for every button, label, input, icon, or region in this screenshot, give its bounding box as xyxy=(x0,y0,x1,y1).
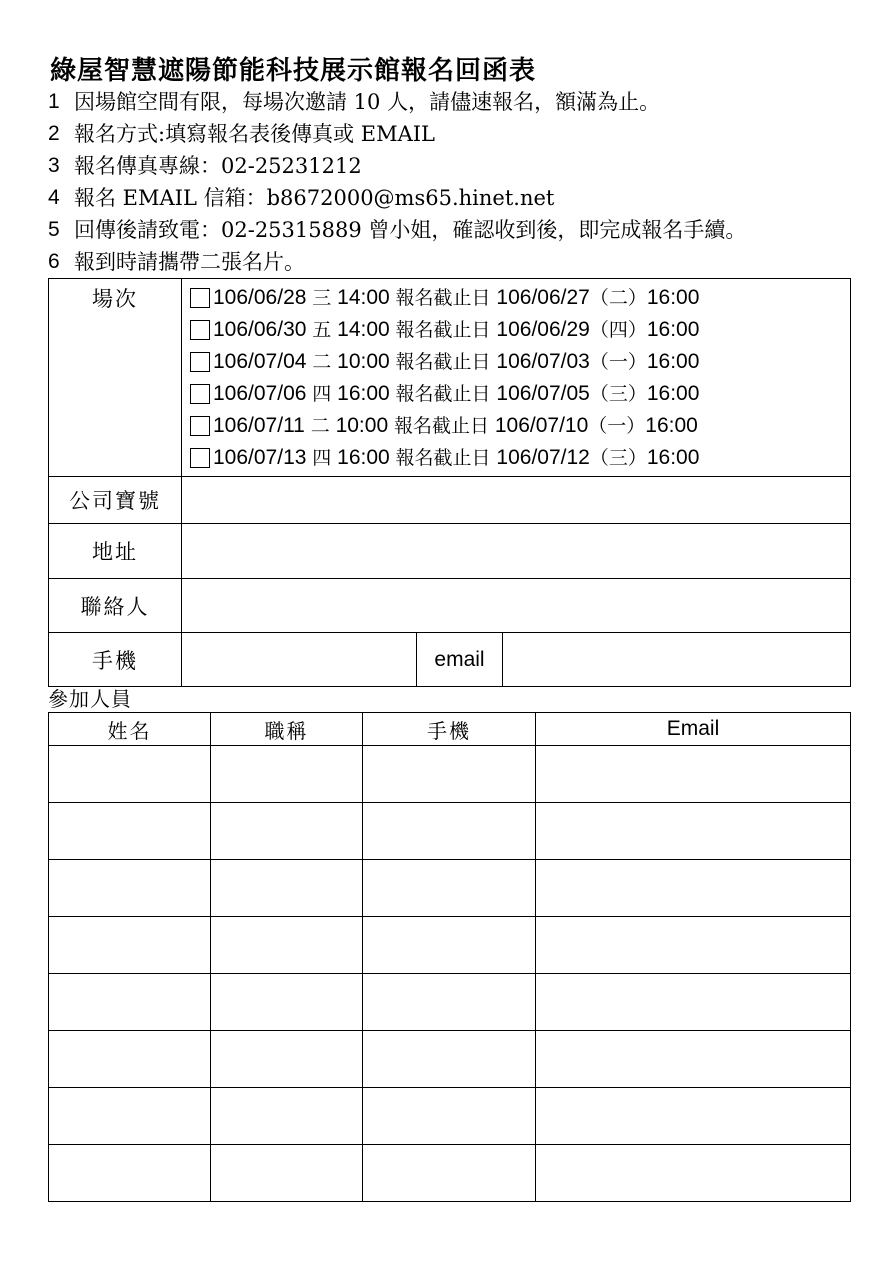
deadline-weekday: （三） xyxy=(589,383,647,405)
note-item xyxy=(48,150,868,182)
note-text: 因場館空間有限，每場次邀請 10 人，請儘速報名，額滿為止。 xyxy=(74,90,661,114)
mobile-cell[interactable] xyxy=(363,1145,536,1202)
deadline-date: 106/07/10 xyxy=(494,414,589,437)
deadline-date: 106/07/05 xyxy=(496,382,590,405)
job-title-cell[interactable] xyxy=(211,746,363,803)
job-title-cell[interactable] xyxy=(211,1145,363,1202)
session-weekday: 四 xyxy=(312,383,332,405)
mobile-label: 手機 xyxy=(49,633,182,687)
note-item xyxy=(48,86,868,118)
table-row xyxy=(49,1031,851,1088)
job-title-cell[interactable] xyxy=(211,974,363,1031)
table-row xyxy=(49,746,851,803)
note-number: 3 xyxy=(48,154,60,177)
session-weekday: 四 xyxy=(312,447,332,469)
table-row xyxy=(49,803,851,860)
mobile-cell[interactable] xyxy=(363,917,536,974)
deadline-label: 報名截止日 xyxy=(395,287,491,309)
header-email: Email xyxy=(536,713,851,746)
session-time: 16:00 xyxy=(337,382,390,405)
form-title: 綠屋智慧遮陽節能科技展示館報名回函表 xyxy=(50,56,537,86)
deadline-label: 報名截止日 xyxy=(395,351,491,373)
job-title-cell[interactable] xyxy=(211,803,363,860)
email-cell[interactable] xyxy=(536,1145,851,1202)
note-text: 報名 EMAIL 信箱：b8672000@ms65.hinet.net xyxy=(74,186,555,210)
checkbox-empty-icon[interactable] xyxy=(190,352,210,372)
address-label: 地址 xyxy=(49,524,182,579)
deadline-time: 16:00 xyxy=(645,414,698,437)
name-cell[interactable] xyxy=(49,860,211,917)
job-title-cell[interactable] xyxy=(211,1031,363,1088)
mobile-cell[interactable] xyxy=(363,746,536,803)
mobile-cell[interactable] xyxy=(363,1031,536,1088)
email-cell[interactable] xyxy=(536,917,851,974)
session-weekday: 五 xyxy=(312,319,332,341)
job-title-cell[interactable] xyxy=(211,917,363,974)
header-mobile: 手機 xyxy=(363,713,536,746)
deadline-time: 16:00 xyxy=(646,350,700,373)
session-time: 16:00 xyxy=(337,446,390,469)
name-cell[interactable] xyxy=(49,917,211,974)
deadline-weekday: （二） xyxy=(589,287,647,309)
deadline-weekday: （三） xyxy=(589,447,647,469)
mobile-cell[interactable] xyxy=(363,803,536,860)
name-cell[interactable] xyxy=(49,1145,211,1202)
note-item xyxy=(48,214,868,246)
job-title-cell[interactable] xyxy=(211,860,363,917)
session-option[interactable] xyxy=(190,282,850,314)
deadline-label: 報名截止日 xyxy=(395,319,491,341)
note-text: 回傳後請致電：02-25315889 曾小姐，確認收到後，即完成報名手續。 xyxy=(74,218,747,242)
deadline-weekday: （一） xyxy=(589,351,647,373)
session-date: 106/07/11 xyxy=(213,414,305,437)
session-weekday: 二 xyxy=(312,351,332,373)
session-option[interactable] xyxy=(190,346,850,378)
email-label: email xyxy=(417,633,503,687)
mobile-cell[interactable] xyxy=(363,1088,536,1145)
session-option[interactable] xyxy=(190,410,850,442)
session-date: 106/07/13 xyxy=(213,446,307,469)
contact-label: 聯絡人 xyxy=(49,579,182,633)
mobile-field[interactable] xyxy=(182,633,417,687)
session-time: 14:00 xyxy=(337,318,390,341)
deadline-label: 報名截止日 xyxy=(393,415,489,437)
note-text: 報名傳真專線：02-25231212 xyxy=(74,154,362,178)
contact-field[interactable] xyxy=(182,579,851,633)
session-weekday: 二 xyxy=(310,415,330,437)
note-number: 1 xyxy=(48,90,60,113)
deadline-time: 16:00 xyxy=(646,286,700,309)
table-row xyxy=(49,1088,851,1145)
session-date: 106/07/04 xyxy=(213,350,307,373)
table-row xyxy=(49,860,851,917)
session-label: 場次 xyxy=(49,279,182,477)
registration-info-table xyxy=(48,278,851,687)
company-field[interactable] xyxy=(182,477,851,524)
deadline-label: 報名截止日 xyxy=(395,383,491,405)
email-cell[interactable] xyxy=(536,1088,851,1145)
email-cell[interactable] xyxy=(536,860,851,917)
note-number: 2 xyxy=(48,122,60,145)
header-name: 姓名 xyxy=(49,713,211,746)
deadline-date: 106/06/29 xyxy=(496,318,590,341)
note-text: 報名方式:填寫報名表後傳真或 EMAIL xyxy=(74,122,435,146)
checkbox-empty-icon[interactable] xyxy=(190,384,210,404)
checkbox-empty-icon[interactable] xyxy=(190,448,210,468)
note-number: 4 xyxy=(48,186,60,209)
checkbox-empty-icon[interactable] xyxy=(190,416,210,436)
note-text: 報到時請攜帶二張名片。 xyxy=(74,250,305,274)
checkbox-empty-icon[interactable] xyxy=(190,320,210,340)
name-cell[interactable] xyxy=(49,803,211,860)
session-time: 14:00 xyxy=(337,286,390,309)
note-number: 5 xyxy=(48,218,60,241)
participants-table xyxy=(48,712,851,1202)
address-field[interactable] xyxy=(182,524,851,579)
email-cell[interactable] xyxy=(536,746,851,803)
notes-list xyxy=(48,86,868,278)
email-cell[interactable] xyxy=(536,974,851,1031)
session-option[interactable] xyxy=(190,378,850,410)
session-option[interactable] xyxy=(190,442,850,474)
mobile-cell[interactable] xyxy=(363,860,536,917)
deadline-label: 報名截止日 xyxy=(395,447,491,469)
session-option[interactable] xyxy=(190,314,850,346)
session-weekday: 三 xyxy=(312,287,332,309)
deadline-time: 16:00 xyxy=(646,318,700,341)
deadline-time: 16:00 xyxy=(646,446,700,469)
table-row xyxy=(49,974,851,1031)
deadline-date: 106/07/12 xyxy=(496,446,590,469)
participants-title: 參加人員 xyxy=(48,687,132,711)
table-row xyxy=(49,917,851,974)
note-item xyxy=(48,118,868,150)
deadline-weekday: （一） xyxy=(588,415,646,437)
note-item xyxy=(48,246,868,278)
company-label: 公司寶號 xyxy=(49,477,182,524)
job-title-cell[interactable] xyxy=(211,1088,363,1145)
mobile-cell[interactable] xyxy=(363,974,536,1031)
sessions-cell xyxy=(182,279,851,477)
deadline-date: 106/07/03 xyxy=(496,350,590,373)
email-cell[interactable] xyxy=(536,1031,851,1088)
session-date: 106/06/30 xyxy=(213,318,307,341)
deadline-time: 16:00 xyxy=(646,382,700,405)
name-cell[interactable] xyxy=(49,974,211,1031)
name-cell[interactable] xyxy=(49,1088,211,1145)
note-number: 6 xyxy=(48,250,60,273)
name-cell[interactable] xyxy=(49,1031,211,1088)
session-date: 106/07/06 xyxy=(213,382,307,405)
session-time: 10:00 xyxy=(337,350,390,373)
checkbox-empty-icon[interactable] xyxy=(190,288,210,308)
name-cell[interactable] xyxy=(49,746,211,803)
session-time: 10:00 xyxy=(335,414,389,437)
email-field[interactable] xyxy=(503,633,851,687)
session-date: 106/06/28 xyxy=(213,286,307,309)
note-item xyxy=(48,182,868,214)
deadline-weekday: （四） xyxy=(589,319,647,341)
header-title: 職稱 xyxy=(211,713,363,746)
deadline-date: 106/06/27 xyxy=(496,286,590,309)
email-cell[interactable] xyxy=(536,803,851,860)
table-row xyxy=(49,1145,851,1202)
